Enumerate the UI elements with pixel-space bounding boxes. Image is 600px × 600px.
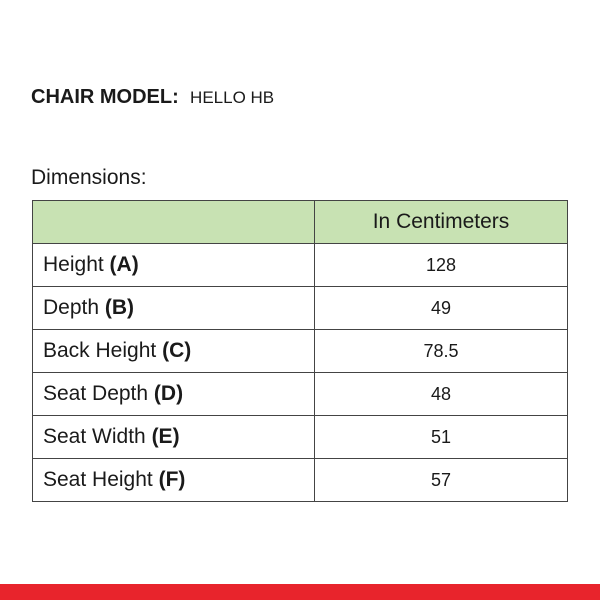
dimension-value: 48 (315, 373, 568, 416)
dimension-label-cell (33, 459, 315, 502)
table-row (33, 330, 568, 373)
dimension-value: 57 (315, 459, 568, 502)
chair-model-line (31, 86, 274, 109)
table-row (33, 287, 568, 330)
dimension-label-cell (33, 287, 315, 330)
dimension-value: 78.5 (315, 330, 568, 373)
dimension-label-cell (33, 373, 315, 416)
table-row (33, 373, 568, 416)
dimension-name: Height (43, 253, 104, 276)
table-row (33, 459, 568, 502)
dimensions-heading: Dimensions: (31, 166, 147, 189)
table-row (33, 244, 568, 287)
chair-model-label: CHAIR MODEL: (31, 86, 179, 108)
dimension-code: (F) (158, 468, 186, 491)
dimension-name: Seat Width (43, 425, 146, 448)
dimension-code: (C) (162, 339, 192, 362)
dimension-code: (E) (151, 425, 180, 448)
dimension-value: 128 (315, 244, 568, 287)
dimension-name: Seat Height (43, 468, 153, 491)
dimension-label-cell (33, 330, 315, 373)
dimension-label-cell (33, 244, 315, 287)
dimension-name: Back Height (43, 339, 157, 362)
dimension-code: (D) (153, 382, 184, 405)
dimension-code: (A) (109, 253, 139, 276)
dimension-code: (B) (104, 296, 135, 319)
dimension-label-cell (33, 416, 315, 459)
dimension-value: 51 (315, 416, 568, 459)
table-row (33, 416, 568, 459)
header-label-cell (33, 201, 315, 244)
bottom-accent-bar (0, 584, 600, 600)
dimension-name: Seat Depth (43, 382, 149, 405)
chair-model-value: HELLO HB (190, 88, 275, 107)
dimension-value: 49 (315, 287, 568, 330)
header-value-cell: In Centimeters (315, 201, 568, 244)
dimension-name: Depth (43, 296, 100, 319)
dimensions-table (32, 200, 568, 502)
table-header-row (33, 201, 568, 244)
